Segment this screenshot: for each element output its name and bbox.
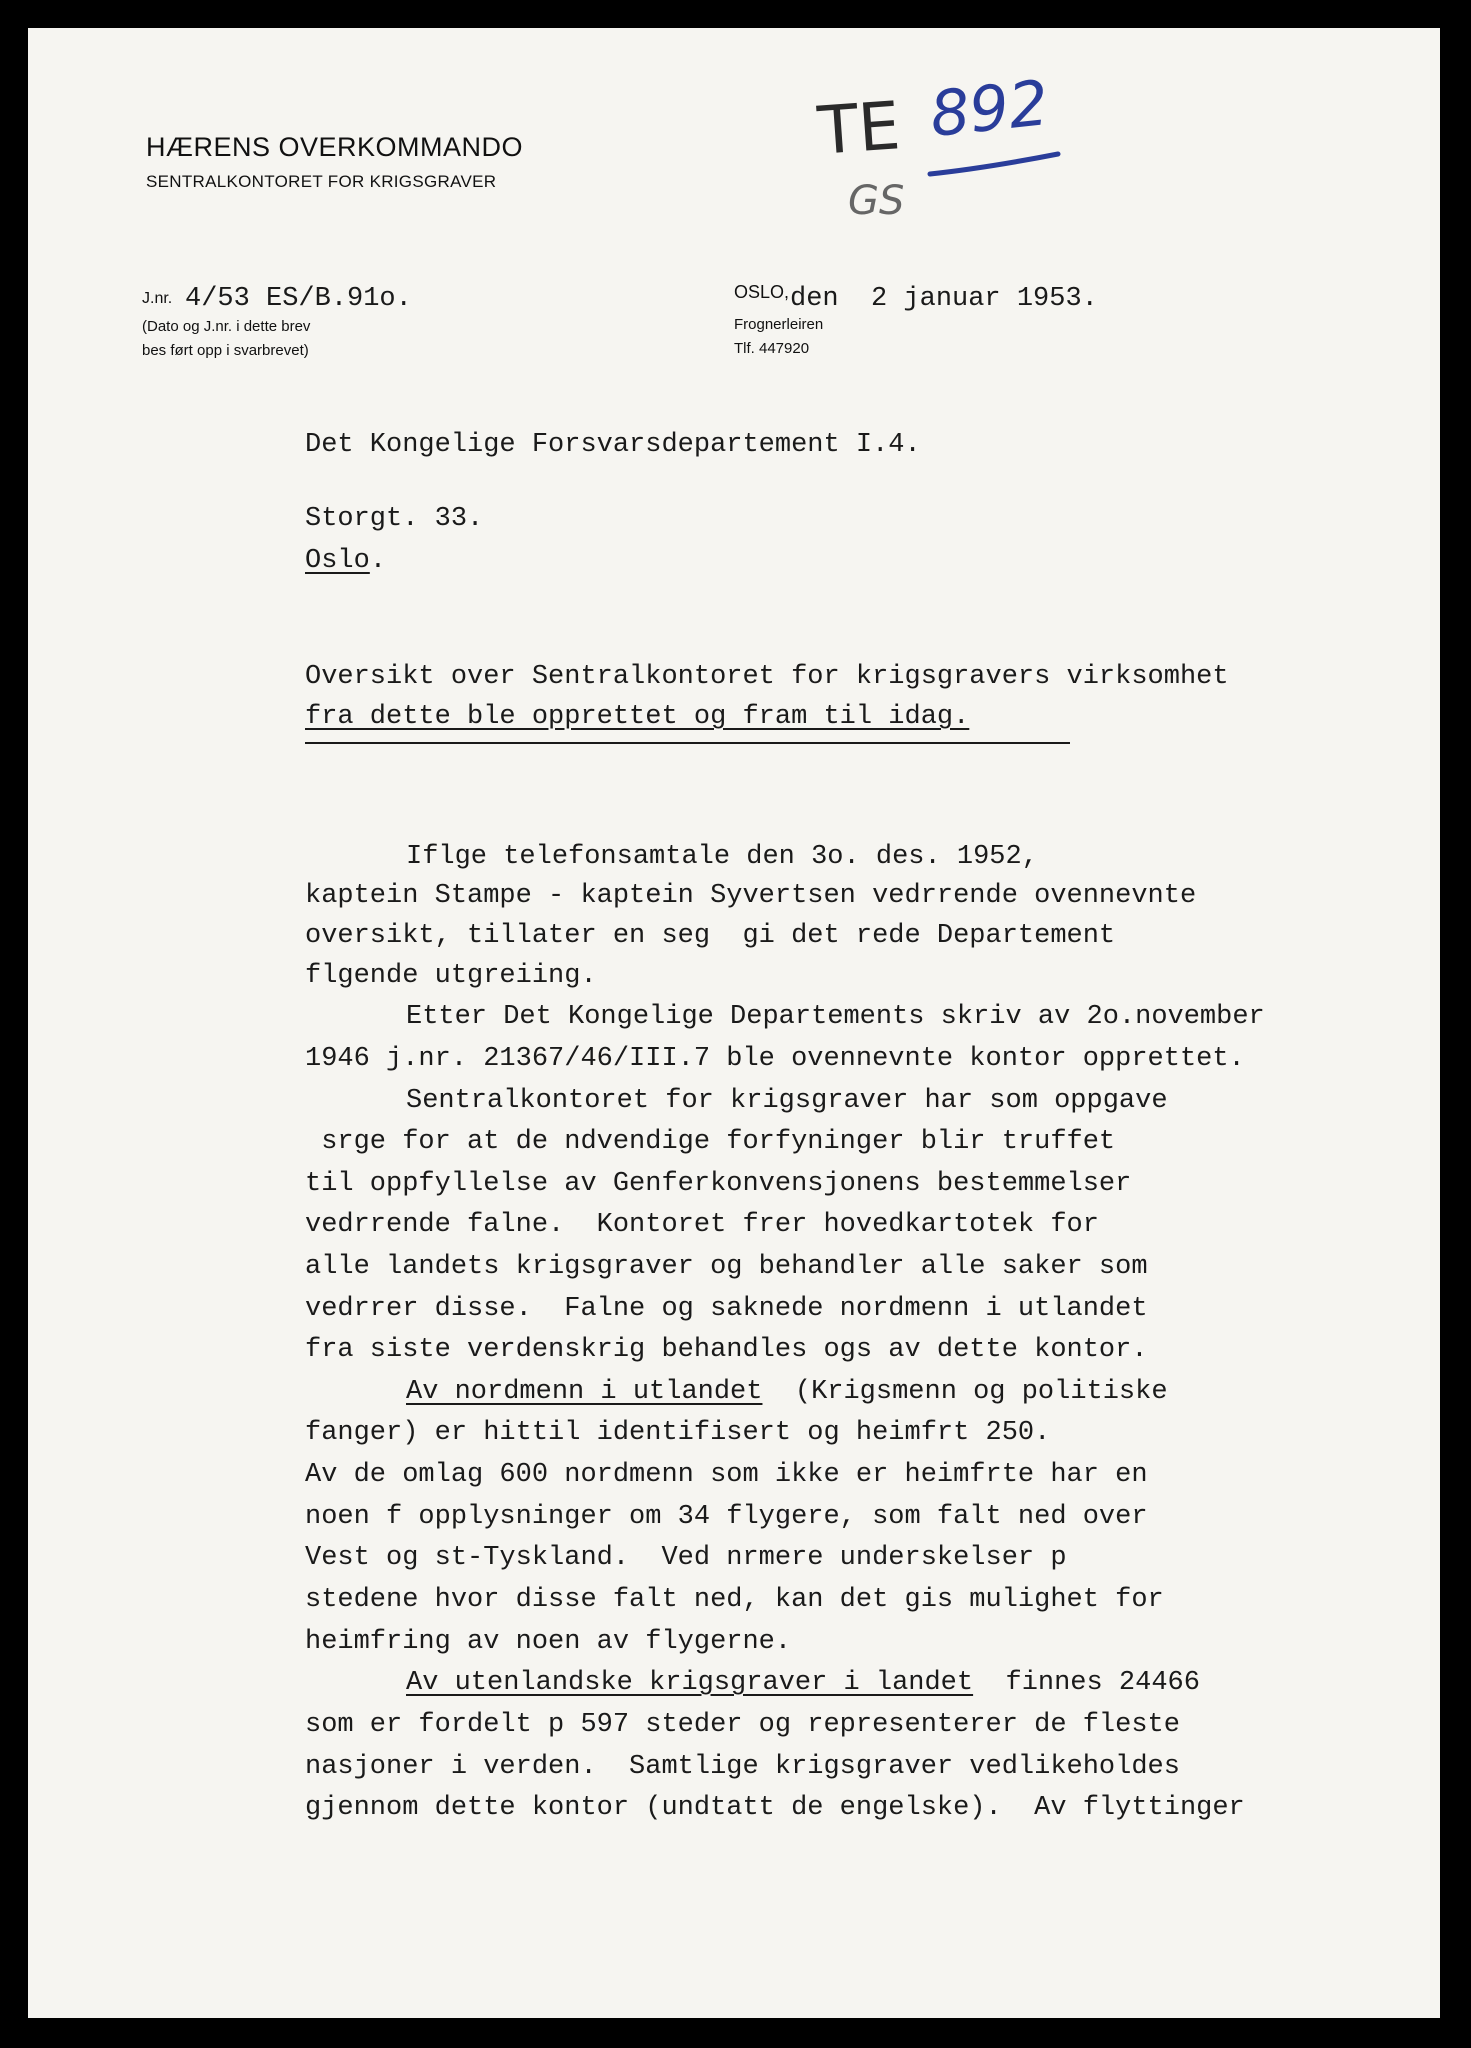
city: OSLO, — [734, 282, 790, 302]
body-line-12: vedrrer disse. Falne og saknede nordmenn i utlandet — [305, 1294, 1148, 1324]
jnr-value: 4/53 ES/B.91o. — [185, 284, 412, 314]
reference-note-1: (Dato og J.nr. i dette brev — [142, 318, 311, 335]
body-line-2: kaptein Stampe - kaptein Syvertsen vedrrende ovennevnte — [305, 881, 1197, 911]
reference-note-2: bes ført opp i svarbrevet) — [142, 342, 309, 359]
pen-stroke-underline — [926, 144, 1066, 184]
handwritten-initials: GS — [848, 178, 905, 224]
body-line-22: som er fordelt p 597 steder og representerer de fleste — [305, 1710, 1180, 1740]
body-line-7: Sentralkontoret for krigsgraver har som oppgave — [406, 1086, 1168, 1116]
body-line-8: srge for at de ndvendige forfyninger blir truffet — [305, 1127, 1116, 1157]
body-line-18: Vest og st-Tyskland. Ved nrmere underskelser p — [305, 1543, 1067, 1573]
recipient-city: Oslo — [305, 546, 370, 576]
jnr-label: J.nr. — [142, 290, 173, 307]
body-line-3: oversikt, tillater en seg gi det rede Departement — [305, 921, 1116, 951]
handwritten-code: TE — [815, 87, 903, 170]
body-line-19: stedene hvor disse falt ned, kan det gis mulighet for — [305, 1585, 1164, 1615]
phone: Tlf. 447920 — [734, 340, 810, 357]
subject-line-1: Oversikt over Sentralkontoret for krigsgravers virksomhet — [305, 662, 1229, 692]
handwritten-number: 892 — [926, 66, 1052, 151]
body-line-15: fanger) er hittil identifisert og heimfrt 250. — [305, 1418, 1051, 1448]
body-line-23: nasjoner i verden. Samtlige krigsgraver vedlikeholdes — [305, 1752, 1180, 1782]
body-line-13: fra siste verdenskrig behandles ogs av dette kontor. — [305, 1335, 1148, 1365]
body-line-5: Etter Det Kongelige Departements skriv av 2o.november — [406, 1002, 1265, 1032]
body-line-14 — [406, 1377, 1168, 1407]
location: Frognerleiren — [734, 316, 824, 333]
body-line-21 — [406, 1668, 1200, 1698]
body-line-14-rest: (Krigsmenn og politiske — [762, 1377, 1168, 1407]
section-heading-foreign-graves: Av utenlandske krigsgraver i landet — [406, 1668, 974, 1698]
recipient-city-period: . — [369, 546, 387, 576]
letter-date: den 2 januar 1953. — [790, 284, 1098, 314]
body-line-17: noen f opplysninger om 34 flygere, som falt ned over — [305, 1502, 1148, 1532]
recipient-line-2: Storgt. 33. — [305, 504, 484, 534]
letter-page — [28, 28, 1440, 2018]
body-line-10: vedrrende falne. Kontoret frer hovedkartotek for — [305, 1210, 1099, 1240]
subject-rule — [305, 742, 1070, 744]
recipient-line-3 — [305, 546, 386, 576]
body-line-9: til oppfyllelse av Genferkonvensjonens bestemmelser — [305, 1169, 1132, 1199]
body-line-4: flgende utgreiing. — [305, 961, 597, 991]
body-line-1: Iflge telefonsamtale den 3o. des. 1952, — [406, 842, 1038, 872]
body-line-20: heimfring av noen av flygerne. — [305, 1627, 792, 1657]
body-line-6: 1946 j.nr. 21367/46/III.7 ble ovennevnte kontor opprettet. — [305, 1044, 1245, 1074]
body-line-11: alle landets krigsgraver og behandler alle saker som — [305, 1252, 1148, 1282]
letterhead-org: HÆRENS OVERKOMMANDO — [146, 132, 524, 162]
body-line-24: gjennom dette kontor (undtatt de engelske). Av flyttinger — [305, 1793, 1245, 1823]
subject-line-2: fra dette ble opprettet og fram til idag. — [305, 702, 970, 732]
recipient-line-1: Det Kongelige Forsvarsdepartement I.4. — [305, 430, 921, 460]
letterhead-dept: SENTRALKONTORET FOR KRIGSGRAVER — [146, 172, 497, 191]
section-heading-norwegians-abroad: Av nordmenn i utlandet — [406, 1377, 763, 1407]
body-line-16: Av de omlag 600 nordmenn som ikke er heimfrte har en — [305, 1460, 1148, 1490]
body-line-21-rest: finnes 24466 — [973, 1668, 1200, 1698]
